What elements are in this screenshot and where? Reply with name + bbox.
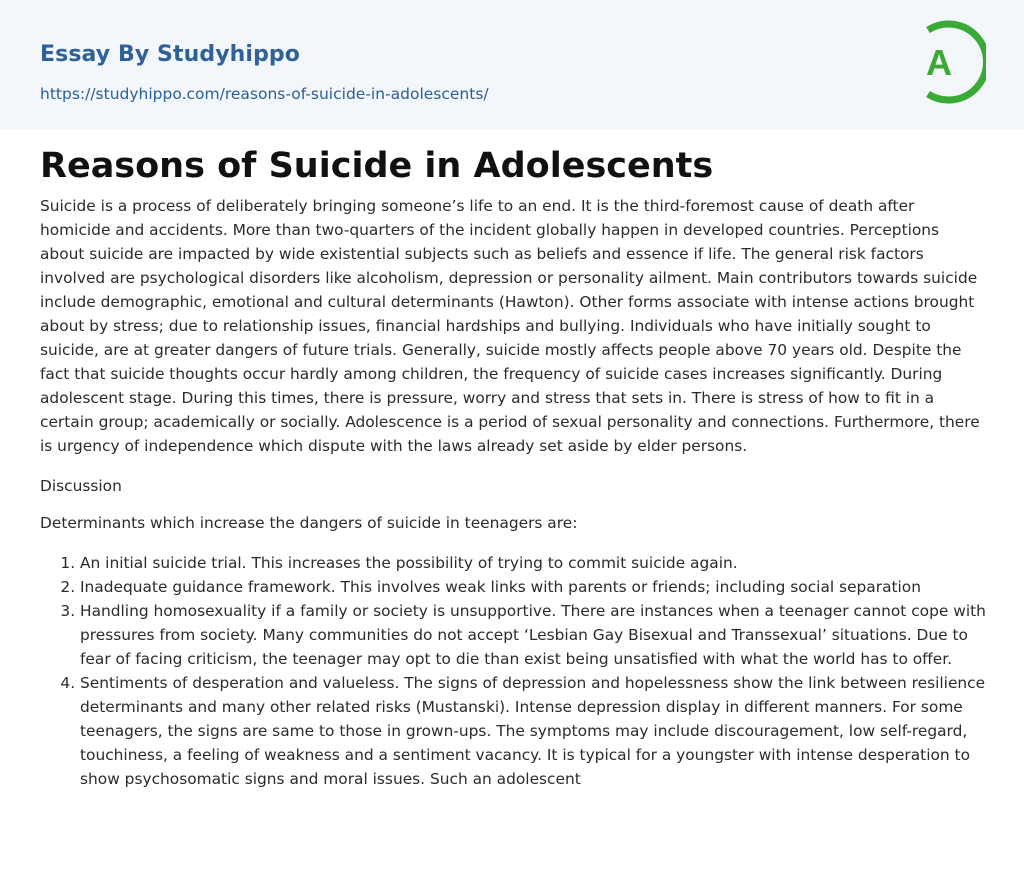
essay-body	[40, 194, 988, 791]
determinants-list	[40, 551, 988, 791]
logo-letter: A	[926, 42, 952, 83]
list-item: 1. An initial suicide trial. This increases the possibility of trying to commit suicide again.	[80, 551, 988, 575]
studyhippo-logo-icon[interactable]	[912, 19, 986, 105]
intro-paragraph: Suicide is a process of deliberately bringing someone’s life to an end. It is the third-foremost cause of death after homicide and accidents. More than two-quarters of the incident globally happen in developed countries. Perceptions about suicide are impacted by wide existential subjects such as beliefs and essence if life. The general risk factors involved are psychological disorders like alcoholism, depression or personality ailment. Main contributors towards suicide include demographic, emotional and cultural determinants (Hawton). Other forms associate with intense actions brought about by stress; due to relationship issues, financial hardships and bullying. Individuals who have initially sought to suicide, are at greater dangers of future trials. Generally, suicide mostly affects people above 70 years old. Despite the fact that suicide thoughts occur hardly among children, the frequency of suicide cases increases significantly. During adolescent stage. During this times, there is pressure, worry and stress that sets in. There is stress of how to fit in a certain group; academically or socially. Adolescence is a period of sexual personality and connections. Furthermore, there is urgency of independence which dispute with the laws already set aside by elder persons.	[40, 197, 980, 455]
list-item: 4. Sentiments of desperation and valueless. The signs of depression and hopelessness show the link between resilience determinants and many other related risks (Mustanski). Intense depression display in different manners. For some teenagers, the signs are same to those in grown-ups. The symptoms may include discouragement, low self-regard, touchiness, a feeling of weakness and a sentiment vacancy. It is typical for a youngster with intense desperation to show psychosomatic signs and moral issues. Such an adolescent	[80, 671, 988, 791]
list-item: 2. Inadequate guidance framework. This involves weak links with parents or friends; including social separation	[80, 575, 988, 599]
brand-title[interactable]: Essay By Studyhippo	[40, 42, 300, 67]
determinants-intro: Determinants which increase the dangers of suicide in teenagers are:	[40, 514, 578, 532]
discussion-heading: Discussion	[40, 477, 122, 495]
page-title: Reasons of Suicide in Adolescents	[40, 146, 714, 186]
list-item: 3. Handling homosexuality if a family or society is unsupportive. There are instances when a teenager cannot cope with pressures from society. Many communities do not accept ‘Lesbian Gay Bisexual and Transsexual’ situations. Due to fear of facing criticism, the teenager may opt to die than exist being unsatisfied with what the world has to offer.	[80, 599, 988, 671]
essay-url-link[interactable]: https://studyhippo.com/reasons-of-suicide-in-adolescents/	[40, 85, 489, 103]
site-header	[0, 0, 1024, 129]
